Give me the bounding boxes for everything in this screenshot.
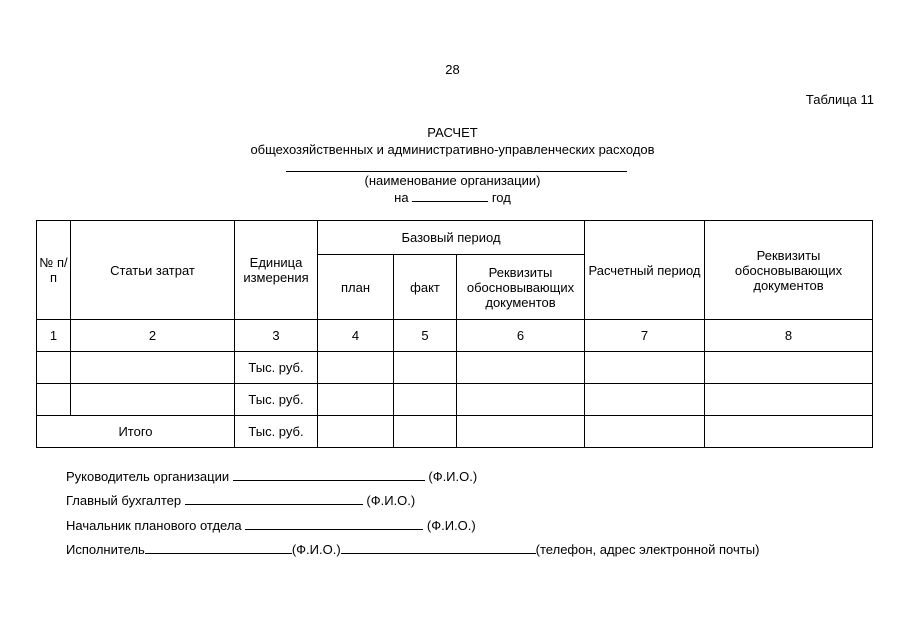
cell-base-docs[interactable] <box>457 384 585 416</box>
cell-cost-item[interactable] <box>71 352 235 384</box>
cell-cost-item[interactable] <box>71 384 235 416</box>
cell-calc-period[interactable] <box>585 416 705 448</box>
table-row <box>37 384 873 416</box>
year-prefix: на <box>394 190 409 205</box>
cell-base-docs[interactable] <box>457 352 585 384</box>
signature-executor-contacts: (телефон, адрес электронной почты) <box>535 542 760 557</box>
cell-docs[interactable] <box>705 384 873 416</box>
column-number: 1 <box>37 320 71 352</box>
cell-base-docs[interactable] <box>457 416 585 448</box>
cell-total-label: Итого <box>37 416 235 448</box>
column-number: 7 <box>585 320 705 352</box>
header-cost-items: Статьи затрат <box>71 221 235 320</box>
cell-number[interactable] <box>37 352 71 384</box>
header-base-period: Базовый период <box>318 221 585 255</box>
signature-planning-label: Начальник планового отдела <box>66 518 242 533</box>
column-number: 3 <box>235 320 318 352</box>
signature-head <box>66 468 477 484</box>
signature-planning-blank[interactable] <box>245 517 423 530</box>
page-number: 28 <box>445 62 460 77</box>
column-number: 8 <box>705 320 873 352</box>
signature-head-blank[interactable] <box>233 468 425 481</box>
cell-calc-period[interactable] <box>585 384 705 416</box>
column-number: 2 <box>71 320 235 352</box>
table-row-total <box>37 416 873 448</box>
cell-unit: Тыс. руб. <box>235 384 318 416</box>
signature-accountant-fio: (Ф.И.О.) <box>366 493 416 508</box>
title-line-1: РАСЧЕТ <box>427 125 478 140</box>
signature-executor-label: Исполнитель <box>66 542 145 557</box>
cell-docs[interactable] <box>705 416 873 448</box>
cell-unit: Тыс. руб. <box>235 416 318 448</box>
cell-unit: Тыс. руб. <box>235 352 318 384</box>
header-calc-period: Расчетный период <box>585 221 705 320</box>
cell-fact[interactable] <box>394 352 457 384</box>
column-number: 5 <box>394 320 457 352</box>
document-title <box>0 124 905 158</box>
cell-fact[interactable] <box>394 384 457 416</box>
organization-caption: (наименование организации) <box>364 173 541 188</box>
table-row <box>37 352 873 384</box>
year-suffix: год <box>491 190 511 205</box>
cell-fact[interactable] <box>394 416 457 448</box>
header-unit: Единица измерения <box>235 221 318 320</box>
header-number: № п/п <box>37 221 71 320</box>
cell-plan[interactable] <box>318 352 394 384</box>
signature-planning-fio: (Ф.И.О.) <box>426 518 476 533</box>
column-number: 4 <box>318 320 394 352</box>
signature-executor-contacts-blank[interactable] <box>341 541 536 554</box>
signature-head-fio: (Ф.И.О.) <box>428 469 478 484</box>
column-number: 6 <box>457 320 585 352</box>
header-plan: план <box>318 255 394 320</box>
organization-name-line[interactable] <box>286 171 627 172</box>
signature-accountant-blank[interactable] <box>185 492 363 505</box>
header-docs: Реквизиты обосновывающих документов <box>705 221 873 320</box>
cell-plan[interactable] <box>318 384 394 416</box>
header-base-docs: Реквизиты обосновывающих документов <box>457 255 585 320</box>
header-fact: факт <box>394 255 457 320</box>
table-label: Таблица 11 <box>805 92 874 107</box>
year-blank[interactable] <box>412 189 488 202</box>
signature-accountant-label: Главный бухгалтер <box>66 493 182 508</box>
signature-executor <box>66 541 759 557</box>
signature-planning <box>66 517 476 533</box>
signature-head-label: Руководитель организации <box>66 469 230 484</box>
cell-plan[interactable] <box>318 416 394 448</box>
year-line <box>0 189 905 205</box>
title-line-2: общехозяйственных и административно-управленческих расходов <box>250 142 655 157</box>
cell-calc-period[interactable] <box>585 352 705 384</box>
cell-number[interactable] <box>37 384 71 416</box>
signature-executor-fio: (Ф.И.О.) <box>291 542 341 557</box>
signature-executor-blank[interactable] <box>145 541 292 554</box>
calculation-table <box>36 220 873 448</box>
signature-accountant <box>66 492 415 508</box>
cell-docs[interactable] <box>705 352 873 384</box>
